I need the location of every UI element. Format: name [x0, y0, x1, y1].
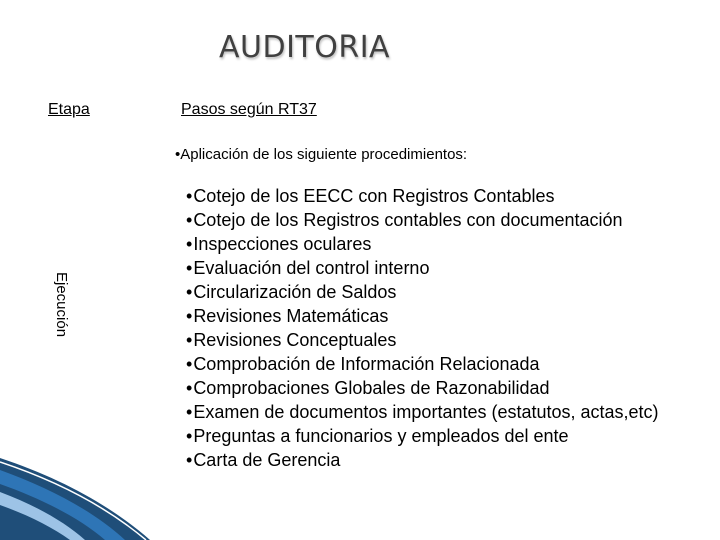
- bullet-icon: •: [186, 258, 193, 278]
- procedure-item: [186, 232, 706, 256]
- bullet-icon: •: [186, 450, 193, 470]
- wave-band-mid: [0, 470, 125, 540]
- bullet-icon: •: [186, 186, 193, 206]
- bullet-icon: •: [186, 330, 193, 350]
- bullet-icon: •: [186, 378, 193, 398]
- procedure-text: Revisiones Conceptuales: [193, 330, 397, 350]
- procedure-item: [186, 376, 706, 400]
- procedure-text: Comprobación de Información Relacionada: [193, 354, 540, 374]
- bullet-icon: •: [186, 234, 193, 254]
- procedure-item: [186, 256, 706, 280]
- procedure-item: [186, 424, 706, 448]
- procedure-text: Preguntas a funcionarios y empleados del ente: [193, 426, 569, 446]
- wave-line: [0, 462, 146, 540]
- procedure-item: [186, 328, 706, 352]
- wave-band-light: [0, 492, 85, 540]
- procedure-item: [186, 184, 706, 208]
- column-header-pasos: Pasos según RT37: [181, 101, 317, 118]
- procedure-item: [186, 304, 706, 328]
- bullet-icon: •: [186, 282, 193, 302]
- procedure-text: Evaluación del control interno: [193, 258, 430, 278]
- procedure-text: Cotejo de los Registros contables con documentación: [193, 210, 623, 230]
- bullet-icon: •: [186, 210, 193, 230]
- procedure-text: Revisiones Matemáticas: [193, 306, 389, 326]
- procedure-item: [186, 448, 706, 472]
- procedure-text: Examen de documentos importantes (estatutos, actas,etc): [193, 402, 659, 422]
- procedure-text: Circularización de Saldos: [193, 282, 397, 302]
- procedure-item: [186, 280, 706, 304]
- slide-title: AUDITORIA: [219, 30, 391, 65]
- bullet-icon: •: [186, 426, 193, 446]
- intro-text: •Aplicación de los siguiente procedimientos:: [175, 146, 468, 163]
- procedure-list: [186, 184, 706, 472]
- stage-label-ejecucion: Ejecución: [53, 272, 70, 338]
- procedure-text: Comprobaciones Globales de Razonabilidad: [193, 378, 550, 398]
- procedure-text: Inspecciones oculares: [193, 234, 372, 254]
- bullet-icon: •: [186, 402, 193, 422]
- procedure-item: [186, 400, 706, 424]
- wave-band-dark: [0, 458, 150, 540]
- procedure-text: Cotejo de los EECC con Registros Contables: [193, 186, 555, 206]
- bullet-icon: •: [186, 306, 193, 326]
- procedure-text: Carta de Gerencia: [193, 450, 341, 470]
- procedure-item: [186, 352, 706, 376]
- procedure-item: [186, 208, 706, 232]
- column-header-etapa: Etapa: [48, 101, 90, 118]
- bullet-icon: •: [186, 354, 193, 374]
